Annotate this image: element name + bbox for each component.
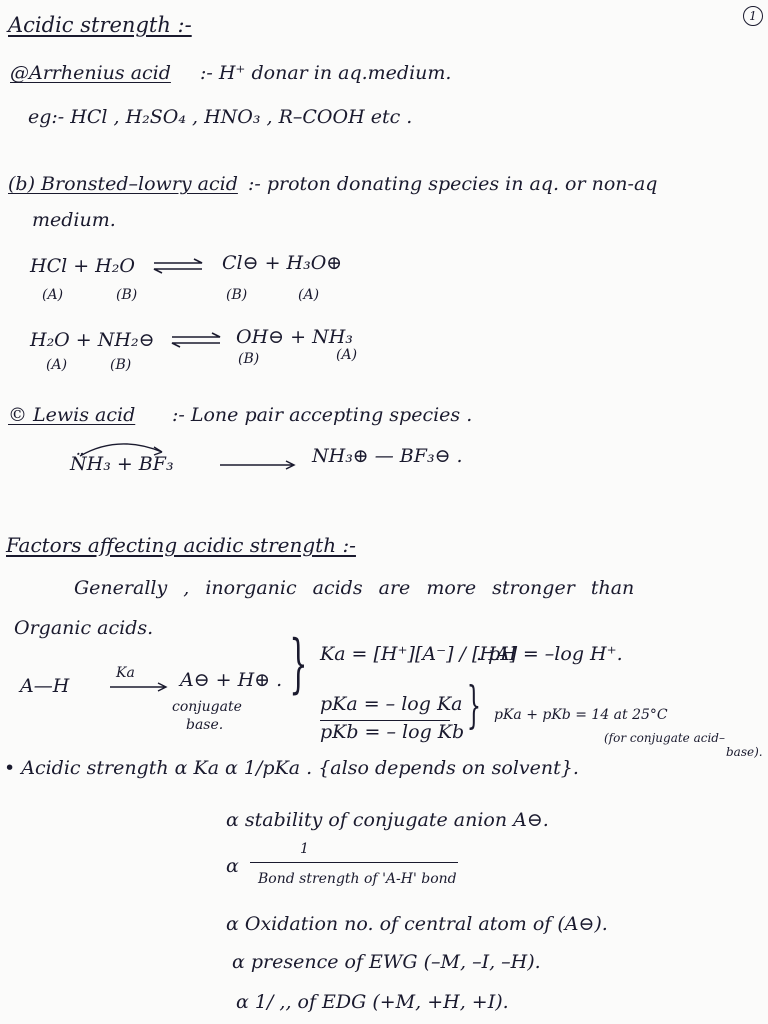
- proportional-symbol: α: [226, 855, 239, 877]
- eq2-tag-a2: (A): [336, 347, 358, 363]
- bronsted-definition: :- proton donating species in aq. or non-aq: [248, 173, 658, 195]
- ka-label: Ka: [116, 665, 135, 681]
- eq1-tag-b: (B): [116, 287, 138, 303]
- conjugate-note: (for conjugate acid–: [604, 731, 725, 745]
- pka-expression: pKa = – log Ka: [320, 693, 463, 715]
- factors-line2: Organic acids.: [14, 617, 154, 639]
- reaction-arrow-icon: [218, 460, 298, 470]
- bronsted-eq2-lhs: H₂O + NH₂⊖: [30, 329, 155, 351]
- bronsted-eq1-rhs: Cl⊖ + H₃O⊕: [222, 252, 343, 274]
- lewis-eq-rhs: NH₃⊕ — BF₃⊖ .: [312, 445, 463, 467]
- proportional-stability: α stability of conjugate anion A⊖.: [226, 809, 549, 831]
- bronsted-eq1-lhs: HCl + H₂O: [30, 255, 135, 277]
- equilibrium-arrow-icon: [170, 332, 222, 348]
- arrhenius-examples: eg:- HCl , H₂SO₄ , HNO₃ , R–COOH etc .: [28, 106, 413, 128]
- right-brace: }: [466, 676, 482, 734]
- lewis-eq-lhs: N̈H₃ + BF₃: [70, 453, 174, 475]
- page-number: 1: [743, 6, 763, 26]
- page-title: Acidic strength :-: [8, 13, 192, 37]
- arrhenius-definition: :- H⁺ donar in aq.medium.: [200, 62, 452, 84]
- eq1-tag-b2: (B): [226, 287, 248, 303]
- proportional-ewg: α presence of EWG (–M, –I, –H).: [232, 951, 541, 973]
- eq1-tag-a2: (A): [298, 287, 320, 303]
- fraction-numerator: 1: [300, 841, 309, 857]
- eq2-tag-b: (B): [110, 357, 132, 373]
- lewis-label: © Lewis acid: [8, 404, 136, 426]
- fraction-denominator: Bond strength of 'A-H' bond: [258, 871, 457, 887]
- eq2-tag-b2: (B): [238, 351, 260, 367]
- conjugate-note-cont: base).: [726, 745, 763, 759]
- bronsted-definition-cont: medium.: [32, 209, 116, 231]
- eq2-tag-a: (A): [46, 357, 68, 373]
- acid-ah: A—H: [20, 675, 70, 697]
- conjugate-label: conjugate: [172, 699, 242, 715]
- lewis-definition: :- Lone pair accepting species .: [172, 404, 473, 426]
- pkb-expression: pKb = – log Kb: [320, 721, 465, 743]
- conjugate-base-label: base.: [186, 717, 224, 733]
- proportional-oxidation: α Oxidation no. of central atom of (A⊖).: [226, 913, 608, 935]
- ph-expression: . pH = –log H⁺.: [476, 643, 623, 665]
- divider: [320, 720, 450, 721]
- dissociation-products: A⊖ + H⊕ .: [180, 669, 283, 691]
- reaction-arrow-icon: [108, 682, 170, 692]
- bronsted-eq2-rhs: OH⊖ + NH₃: [236, 326, 353, 348]
- fraction-bar: [250, 862, 458, 863]
- left-brace: }: [289, 627, 308, 701]
- factors-line1: Generally , inorganic acids are more stronger than: [74, 577, 635, 599]
- acidic-strength-line: • Acidic strength α Ka α 1/pKa . {also depends on solvent}.: [4, 757, 579, 779]
- ka-expression: Ka = [H⁺][A⁻] / [HA]: [320, 643, 518, 665]
- arrhenius-label: @Arrhenius acid: [10, 62, 171, 84]
- factors-heading: Factors affecting acidic strength :-: [6, 533, 356, 557]
- equilibrium-arrow-icon: [152, 258, 204, 274]
- bronsted-label: (b) Bronsted–lowry acid: [8, 173, 238, 195]
- eq1-tag-a: (A): [42, 287, 64, 303]
- pka-pkb-relation: pKa + pKb = 14 at 25°C: [494, 707, 668, 723]
- proportional-edg: α 1/ ,, of EDG (+M, +H, +I).: [236, 991, 509, 1013]
